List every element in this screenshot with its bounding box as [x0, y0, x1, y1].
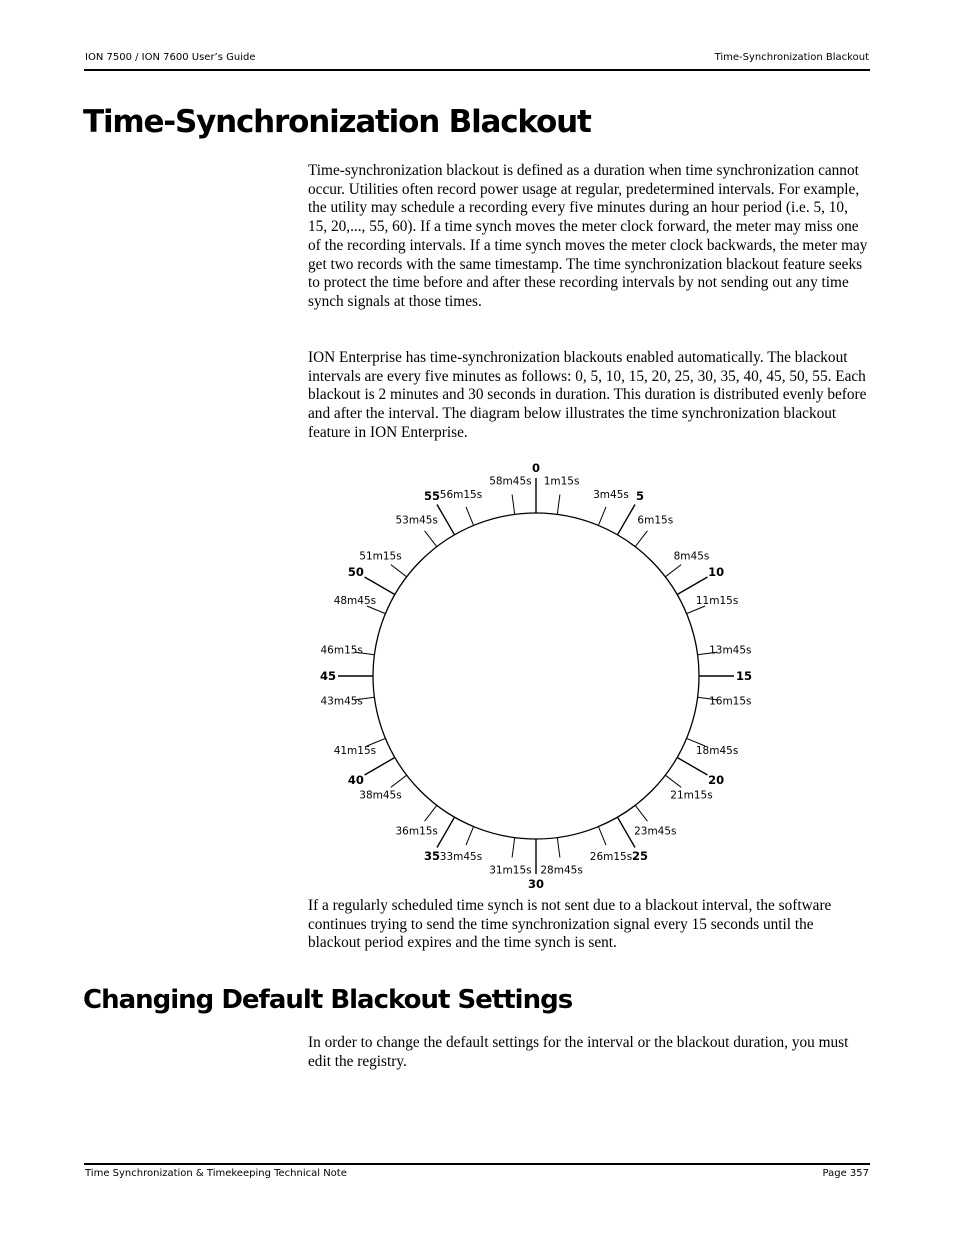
interval-tick-35	[437, 817, 455, 847]
interval-label-50: 50	[347, 565, 364, 579]
blackout-start-tick	[635, 805, 647, 821]
running-footer-left: Time Synchronization & Timekeeping Technical Note	[85, 1168, 347, 1179]
clock-face-circle	[373, 513, 699, 839]
blackout-end-tick	[665, 775, 681, 787]
interval-tick-10	[677, 577, 707, 595]
blackout-start-label: 8m45s	[673, 550, 710, 563]
blackout-start-label: 53m45s	[395, 514, 438, 527]
blackout-start-label: 43m45s	[320, 695, 363, 708]
blackout-start-label: 18m45s	[695, 745, 739, 757]
section-title-blackout: Time-Synchronization Blackout	[83, 104, 591, 140]
blackout-start-label: 48m45s	[333, 595, 377, 607]
interval-label-20: 20	[708, 773, 725, 787]
blackout-start-tick	[665, 565, 681, 577]
page-number: Page 357	[822, 1168, 869, 1179]
blackout-end-label: 6m15s	[637, 514, 674, 527]
blackout-end-label: 11m15s	[695, 595, 739, 607]
blackout-start-label: 58m45s	[489, 475, 532, 488]
interval-tick-5	[618, 505, 636, 535]
blackout-end-label: 36m15s	[395, 825, 438, 838]
interval-label-45: 45	[319, 669, 337, 683]
interval-tick-20	[677, 758, 707, 776]
footer-rule	[84, 1163, 870, 1165]
blackout-end-tick	[391, 565, 407, 577]
blackout-start-tick	[598, 507, 606, 526]
interval-label-30: 30	[527, 877, 545, 891]
blackout-start-tick	[391, 775, 407, 787]
blackout-start-label: 23m45s	[634, 825, 677, 838]
blackout-start-tick	[425, 531, 437, 547]
blackout-end-tick	[635, 531, 647, 547]
blackout-end-label: 56m15s	[439, 488, 483, 501]
running-header-left: ION 7500 / ION 7600 User’s Guide	[85, 52, 256, 63]
blackout-end-tick	[466, 507, 474, 526]
interval-label-55: 55	[423, 488, 441, 503]
interval-tick-50	[365, 577, 395, 595]
registry-paragraph: In order to change the default settings for the interval or the blackout duration, you must edit the registry.	[308, 1034, 849, 1070]
intro-paragraph: Time-synchronization blackout is defined as a duration when time synchronization cannot occur. Utilities often record power usage at regular, predetermined intervals. For example, the utility may schedule a recording every five minutes during an hour period (i.e. 5, 10, 15, 20,..., 55, 60). If a time synch moves the meter clock forward, the meter may miss one of the recording intervals. If a time synch moves the meter clock backwards, the meter may get two records with the same timestamp. The time synchronization blackout feature seeks to protect the time before and after these recording intervals by not sending out any time synch signals at those times.	[308, 162, 868, 310]
interval-label-5: 5	[635, 488, 645, 503]
blackout-start-tick	[367, 606, 386, 614]
section-title-changing-settings: Changing Default Blackout Settings	[83, 985, 573, 1015]
interval-label-25: 25	[631, 849, 649, 864]
blackout-start-label: 38m45s	[359, 789, 402, 802]
interval-label-15: 15	[735, 669, 753, 683]
blackout-start-label: 3m45s	[593, 488, 629, 501]
blackout-end-label: 21m15s	[670, 789, 713, 802]
blackout-end-tick	[425, 805, 437, 821]
interval-label-35: 35	[423, 849, 441, 864]
blackout-end-tick	[557, 495, 560, 515]
ion-enterprise-paragraph: ION Enterprise has time-synchronization blackouts enabled automatically. The blackout intervals are every five minutes as follows: 0, 5, 10, 15, 20, 25, 30, 35, 40, 45, 50, 55. Each blackout is 2 minutes and 30 seconds in duration. This duration is distributed evenly before and after the interval. The diagram below illustrates the time synchronization blackout feature in ION Enterprise.	[308, 349, 867, 441]
blackout-start-label: 33m45s	[439, 851, 483, 864]
blackout-start-tick	[512, 495, 515, 515]
blackout-end-label: 16m15s	[709, 695, 752, 708]
blackout-end-label: 1m15s	[543, 475, 580, 488]
blackout-start-label: 13m45s	[709, 644, 752, 657]
blackout-start-label: 28m45s	[540, 864, 583, 877]
blackout-end-tick	[598, 827, 606, 846]
blackout-end-tick	[687, 606, 706, 614]
blackout-end-label: 26m15s	[589, 851, 633, 864]
blackout-end-label: 51m15s	[359, 550, 402, 563]
blackout-end-tick	[512, 838, 515, 858]
retry-paragraph: If a regularly scheduled time synch is not sent due to a blackout interval, the software continues trying to send the time synchronization signal every 15 seconds until the blackout period expires and the time synch is sent.	[308, 897, 832, 952]
interval-label-0: 0	[531, 461, 541, 475]
interval-tick-55	[437, 505, 455, 535]
blackout-end-label: 46m15s	[320, 644, 363, 657]
blackout-start-tick	[557, 838, 560, 858]
blackout-start-tick	[466, 827, 474, 846]
interval-label-40: 40	[347, 773, 364, 787]
blackout-end-label: 31m15s	[489, 864, 532, 877]
running-header-right: Time-Synchronization Blackout	[714, 52, 869, 63]
blackout-end-label: 41m15s	[333, 745, 377, 757]
interval-label-10: 10	[708, 565, 725, 579]
interval-tick-25	[618, 817, 636, 847]
interval-tick-40	[365, 758, 395, 776]
